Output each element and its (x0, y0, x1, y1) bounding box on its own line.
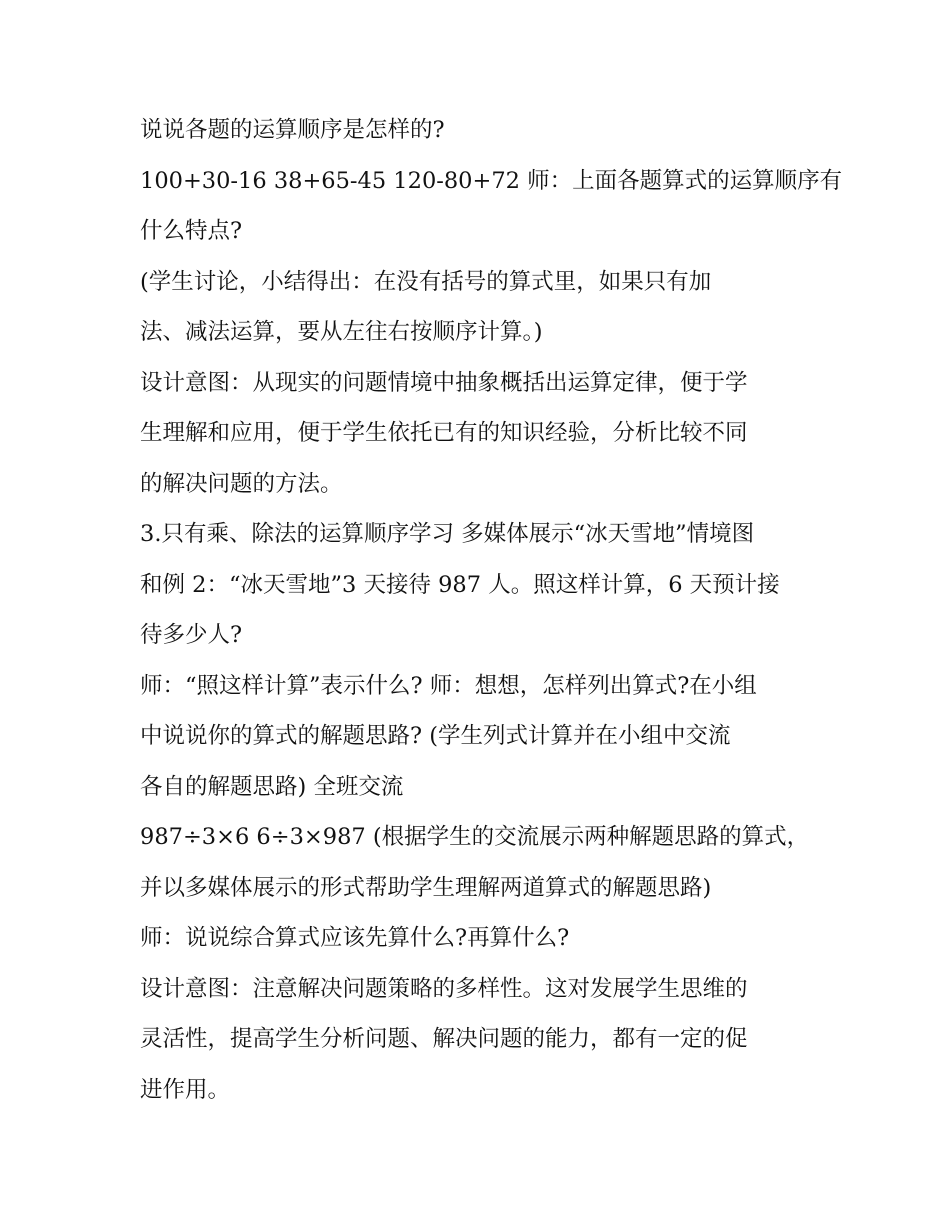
text-line: 并以多媒体展示的形式帮助学生理解两道算式的解题思路) (140, 875, 712, 901)
text-line: 师：说说综合算式应该先算什么?再算什么? (140, 925, 570, 951)
text-line: 进作用。 (140, 1077, 231, 1103)
text-line: 的解决问题的方法。 (140, 471, 343, 497)
text-line: 说说各题的运算顺序是怎样的? (140, 117, 445, 143)
text-line: 中说说你的算式的解题思路? (学生列式计算并在小组中交流 (140, 723, 731, 749)
text-line: 生理解和应用，便于学生依托已有的知识经验，分析比较不同 (140, 420, 748, 446)
text-line: 设计意图：注意解决问题策略的多样性。这对发展学生思维的 (140, 976, 748, 1002)
text-line: 什么特点? (140, 218, 243, 244)
text-line: 设计意图：从现实的问题情境中抽象概括出运算定律，便于学 (140, 370, 748, 396)
text-line: 3.只有乘、除法的运算顺序学习 多媒体展示“冰天雪地”情境图 (140, 521, 755, 547)
text-line: 987÷3×6 6÷3×987 (根据学生的交流展示两种解题思路的算式， (140, 824, 810, 850)
text-line: 法、减法运算，要从左往右按顺序计算。) (140, 319, 543, 345)
text-line: 和例 2：“冰天雪地”3 天接待 987 人。照这样计算，6 天预计接 (140, 572, 780, 598)
text-line: (学生讨论，小结得出：在没有括号的算式里，如果只有加 (140, 269, 712, 295)
text-line: 各自的解题思路) 全班交流 (140, 774, 404, 800)
text-line: 师：“照这样计算”表示什么? 师：想想，怎样列出算式?在小组 (140, 673, 757, 699)
text-line: 灵活性，提高学生分析问题、解决问题的能力，都有一定的促 (140, 1026, 748, 1052)
text-line: 待多少人? (140, 622, 243, 648)
text-line: 100+30-16 38+65-45 120-80+72 师：上面各题算式的运算顺序有 (140, 168, 843, 194)
